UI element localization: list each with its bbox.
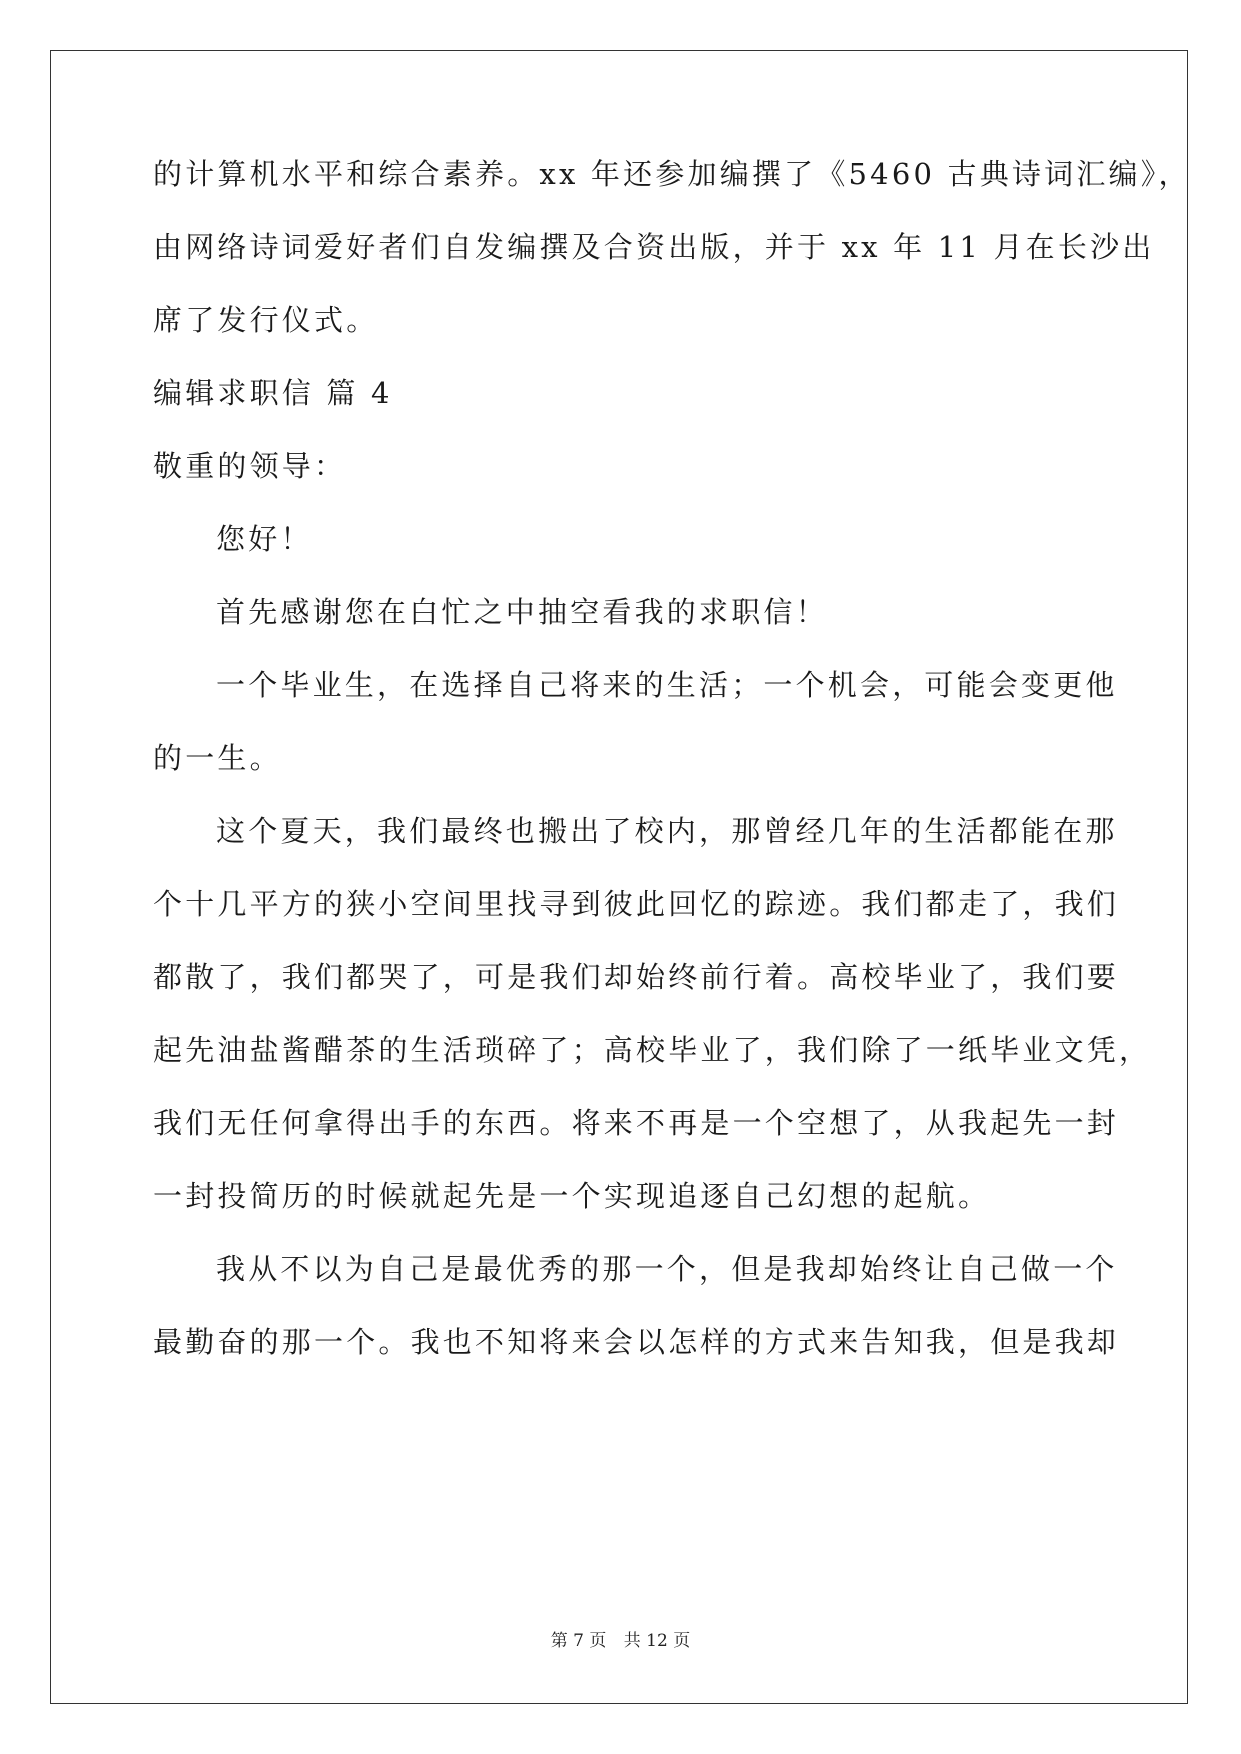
text-line: 都散了，我们都哭了，可是我们却始终前行着。高校毕业了，我们要 xyxy=(153,960,1120,994)
text-line: 起先油盐酱醋茶的生活琐碎了；高校毕业了，我们除了一纸毕业文凭， xyxy=(153,1033,1152,1067)
text-line: 的计算机水平和综合素养。xx 年还参加编撰了《5460 古典诗词汇编》， xyxy=(153,157,1191,191)
page-number: 第 7 页 xyxy=(550,1631,607,1651)
text-line: 一封投简历的时候就起先是一个实现追逐自己幻想的起航。 xyxy=(153,1179,991,1213)
page-border xyxy=(50,50,1188,1704)
text-line: 我从不以为自己是最优秀的那一个，但是我却始终让自己做一个 xyxy=(216,1252,1118,1286)
text-line: 我们无任何拿得出手的东西。将来不再是一个空想了，从我起先一封 xyxy=(153,1106,1120,1140)
text-line: 首先感谢您在白忙之中抽空看我的求职信！ xyxy=(216,595,828,629)
page-total: 共 12 页 xyxy=(623,1631,691,1651)
greeting: 您好！ xyxy=(216,522,313,556)
text-line: 最勤奋的那一个。我也不知将来会以怎样的方式来告知我，但是我却 xyxy=(153,1325,1120,1359)
page-footer xyxy=(0,1626,1241,1651)
text-line: 一个毕业生，在选择自己将来的生活；一个机会，可能会变更他 xyxy=(216,668,1118,702)
text-line: 席了发行仪式。 xyxy=(153,303,379,337)
section-heading: 编辑求职信 篇 4 xyxy=(153,376,393,410)
text-line: 这个夏天，我们最终也搬出了校内，那曾经几年的生活都能在那 xyxy=(216,814,1118,848)
text-line: 个十几平方的狭小空间里找寻到彼此回忆的踪迹。我们都走了，我们 xyxy=(153,887,1120,921)
text-line: 的一生。 xyxy=(153,741,282,775)
text-line: 由网络诗词爱好者们自发编撰及合资出版，并于 xx 年 11 月在长沙出 xyxy=(153,230,1155,264)
salutation: 敬重的领导： xyxy=(153,449,347,483)
